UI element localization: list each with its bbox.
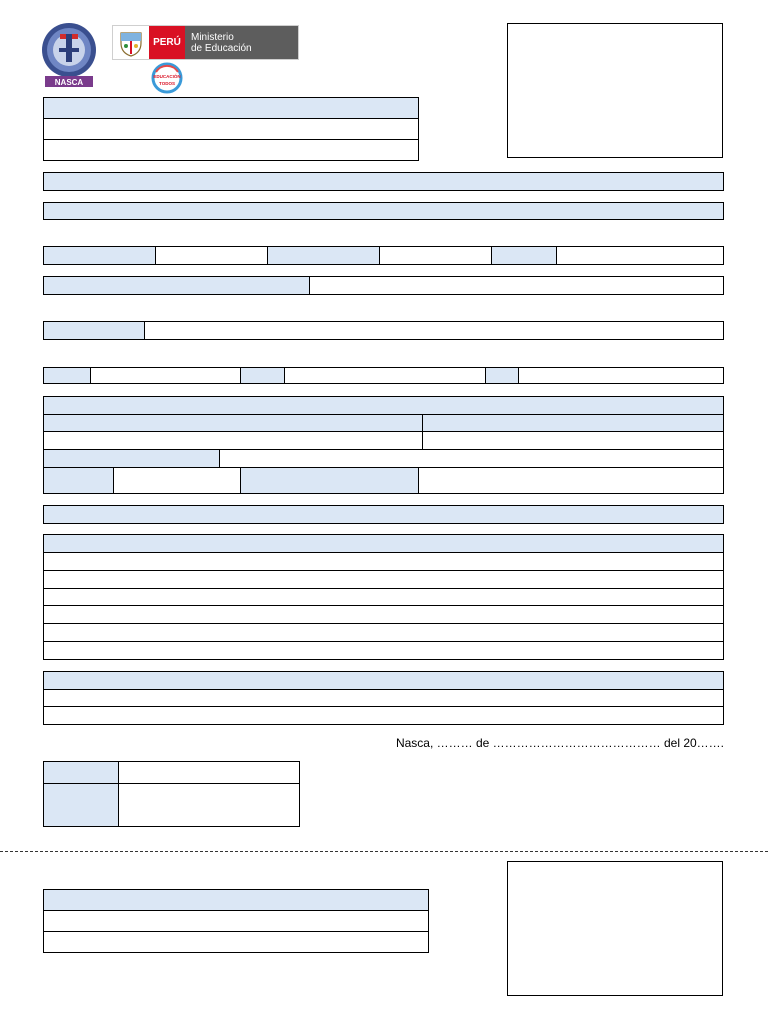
row2-label xyxy=(43,276,310,295)
peru-label: PERÚ xyxy=(149,26,185,59)
row4-value-3[interactable] xyxy=(518,367,724,384)
block5-label-b xyxy=(43,467,114,494)
block5-value-right[interactable] xyxy=(422,431,724,450)
signature-value-1[interactable] xyxy=(118,761,300,784)
short-block-row[interactable] xyxy=(43,706,724,725)
block5-subheader-right xyxy=(422,414,724,432)
row1-label-1 xyxy=(43,246,156,265)
signature-label-2 xyxy=(43,783,119,827)
badge-line1: EDUCACIÓN xyxy=(153,74,181,79)
section-bar-2 xyxy=(43,202,724,220)
signature-label-1 xyxy=(43,761,119,784)
row4-value-2[interactable] xyxy=(284,367,486,384)
section-bar-1 xyxy=(43,172,724,191)
ministry-logo xyxy=(112,25,299,60)
block5-header xyxy=(43,396,724,415)
block5-value-c[interactable] xyxy=(418,467,724,494)
photo-box-lower xyxy=(507,861,723,996)
block5-subheader-left xyxy=(43,414,423,432)
place-date-line: Nasca, ……… de …………………………………… del 20……. xyxy=(395,736,724,750)
lines-block-row[interactable] xyxy=(43,605,724,624)
section-bar-3 xyxy=(43,505,724,524)
photo-box xyxy=(507,23,723,158)
school-logo xyxy=(40,20,98,90)
row4-label-2 xyxy=(240,367,285,384)
block5-label-c xyxy=(240,467,419,494)
row1-value-2[interactable] xyxy=(379,246,492,265)
lower-block-field-1[interactable] xyxy=(43,910,429,932)
short-block-row[interactable] xyxy=(43,689,724,707)
lines-block-row[interactable] xyxy=(43,641,724,660)
lines-block-row[interactable] xyxy=(43,552,724,571)
block5-value-left[interactable] xyxy=(43,431,423,450)
education-badge-icon xyxy=(148,62,186,94)
ministry-line2: de Educación xyxy=(191,43,252,54)
badge-line2: TODOS xyxy=(159,81,175,86)
top-block-field-1[interactable] xyxy=(43,118,419,140)
block5-value-a[interactable] xyxy=(219,449,724,468)
row1-label-3 xyxy=(491,246,557,265)
row1-label-2 xyxy=(267,246,380,265)
block5-value-b[interactable] xyxy=(113,467,241,494)
coat-of-arms-icon xyxy=(113,26,149,59)
row4-label-1 xyxy=(43,367,91,384)
lines-block-header xyxy=(43,534,724,553)
block5-label-a xyxy=(43,449,220,468)
lower-block-field-2[interactable] xyxy=(43,931,429,953)
top-block-header xyxy=(43,97,419,119)
lines-block-row[interactable] xyxy=(43,588,724,606)
row1-value-1[interactable] xyxy=(155,246,268,265)
row1-value-3[interactable] xyxy=(556,246,724,265)
row4-label-3 xyxy=(485,367,519,384)
ministry-line1: Ministerio xyxy=(191,32,234,43)
ministry-label xyxy=(185,26,298,59)
row3-label xyxy=(43,321,145,340)
cut-line xyxy=(0,851,768,852)
school-logo-name: NASCA xyxy=(54,78,84,87)
top-block-field-2[interactable] xyxy=(43,139,419,161)
lower-block-header xyxy=(43,889,429,911)
lines-block-row[interactable] xyxy=(43,570,724,589)
lines-block-row[interactable] xyxy=(43,623,724,642)
row3-value[interactable] xyxy=(144,321,724,340)
short-block-header xyxy=(43,671,724,690)
row4-value-1[interactable] xyxy=(90,367,241,384)
row2-value[interactable] xyxy=(309,276,724,295)
signature-value-2[interactable] xyxy=(118,783,300,827)
